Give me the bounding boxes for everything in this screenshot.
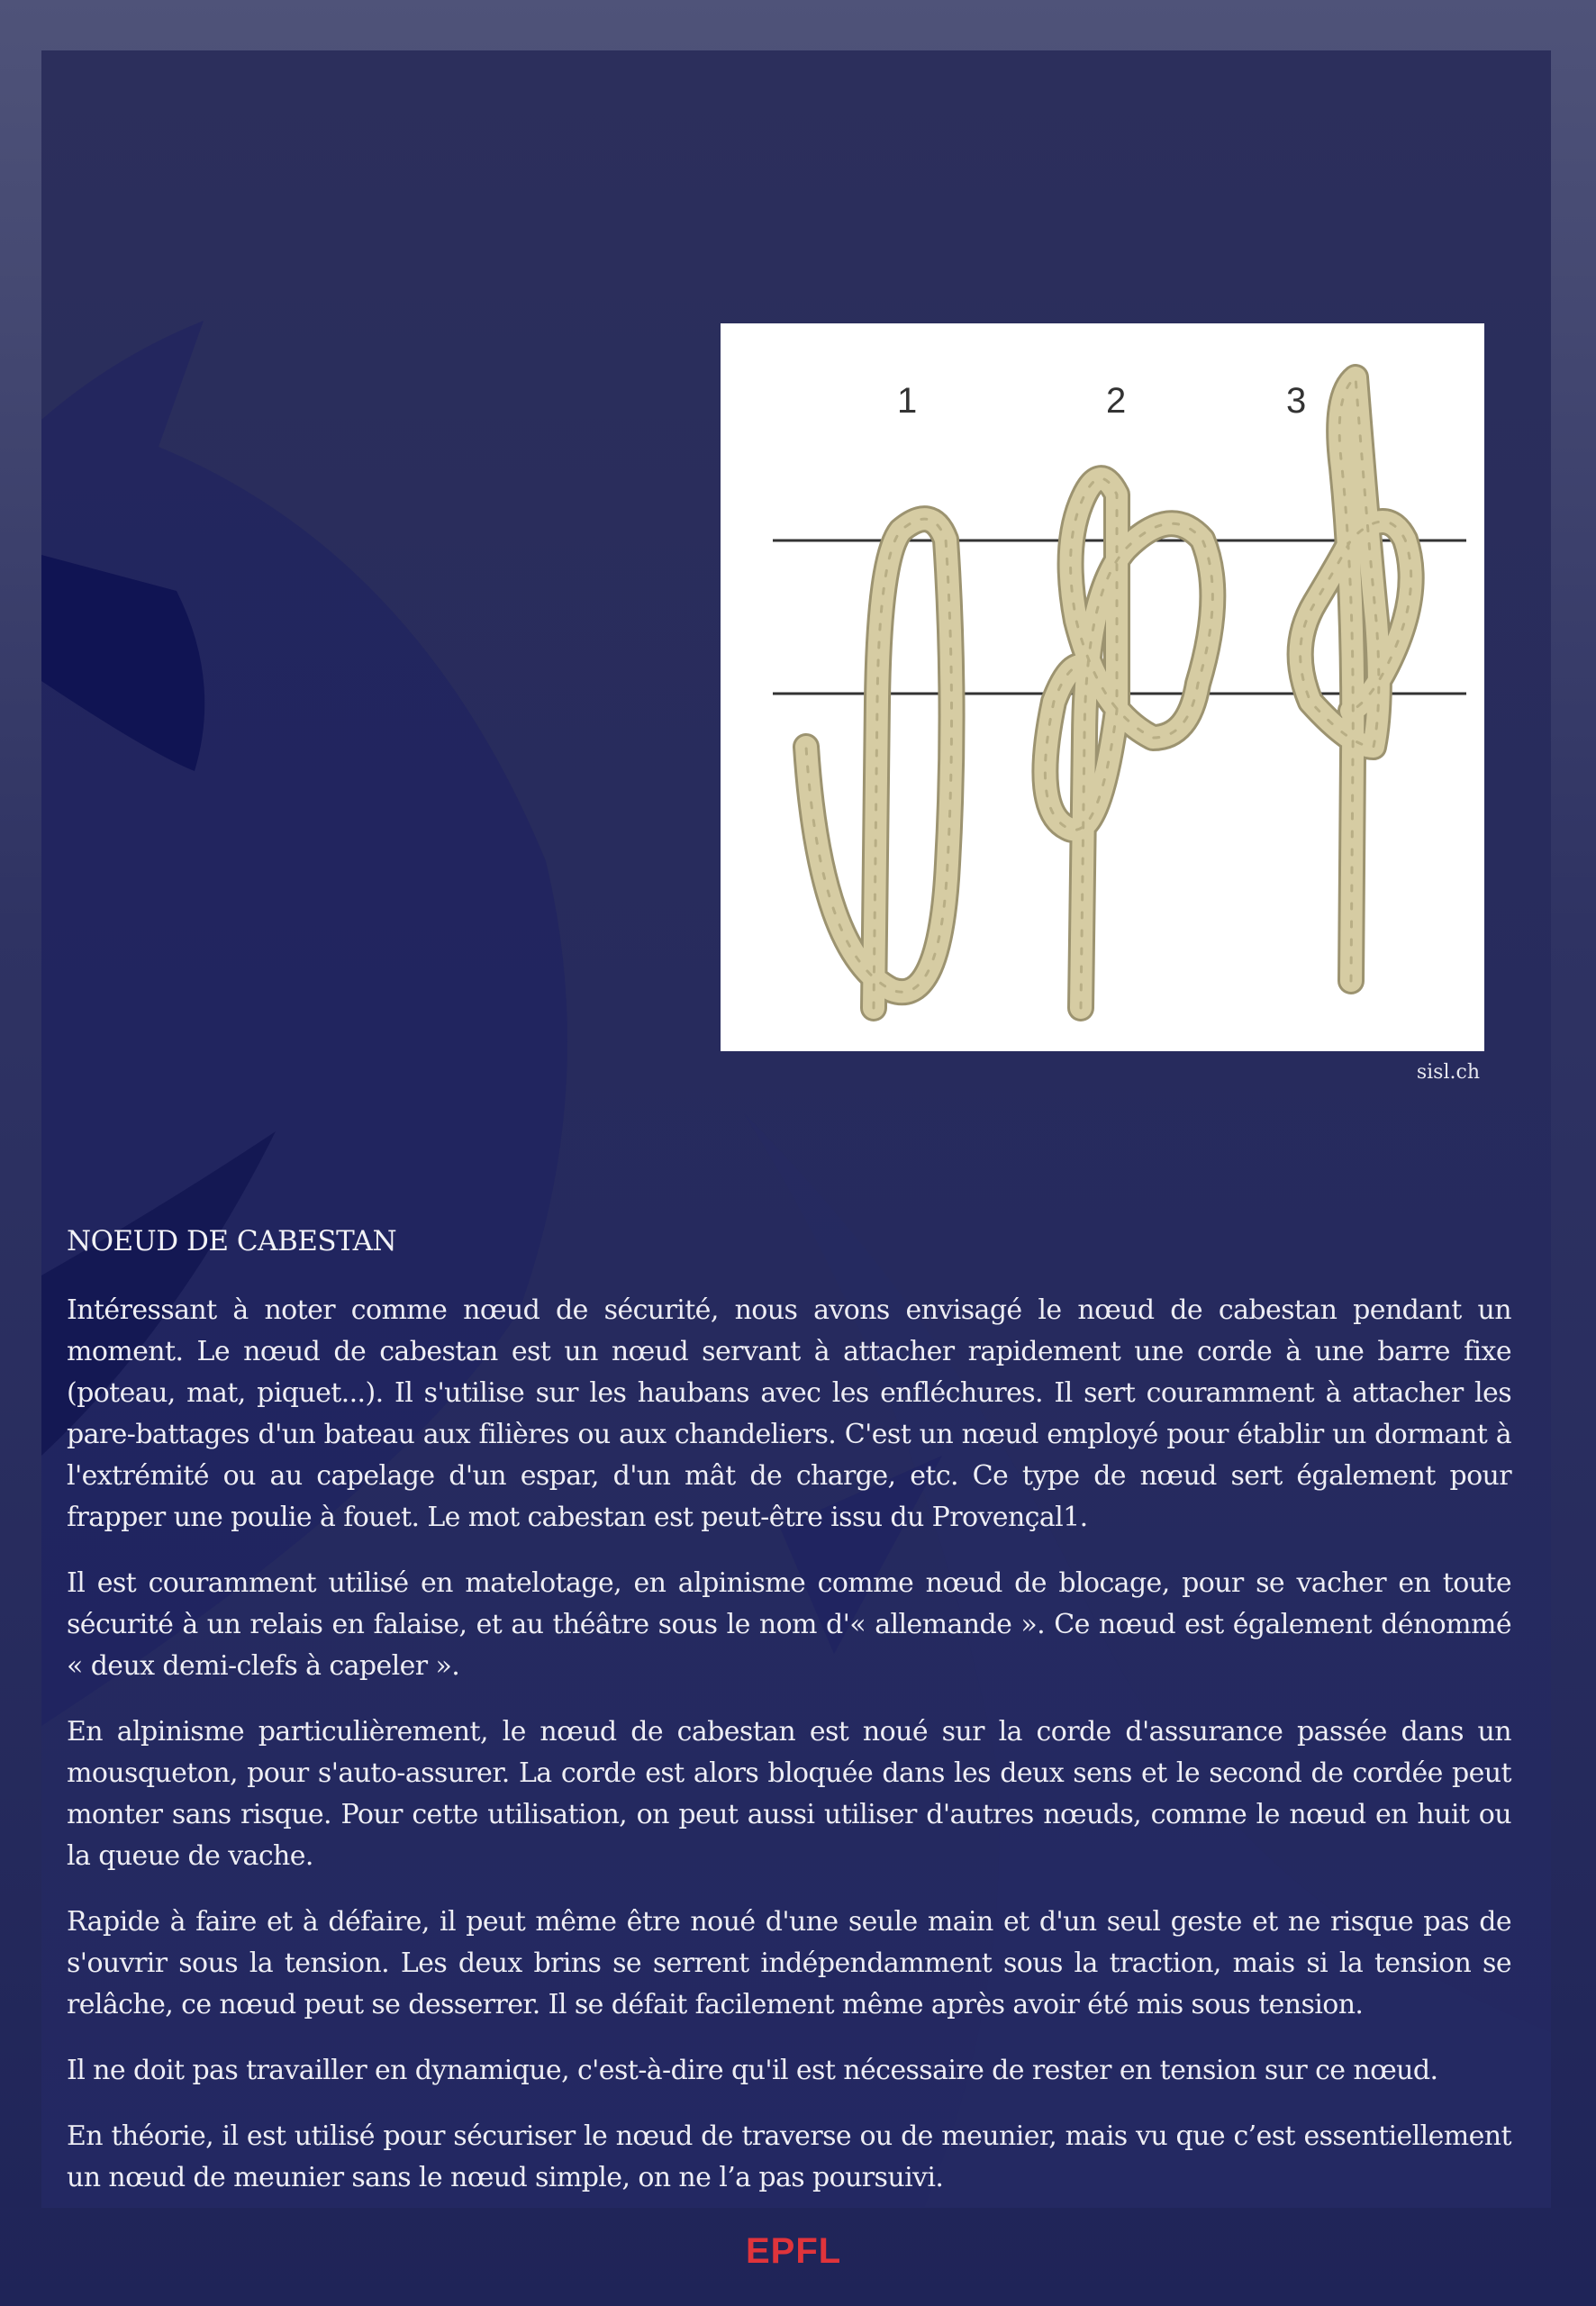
clove-hitch-diagram (721, 323, 1484, 1051)
step-label-2: 2 (1106, 381, 1127, 421)
epfl-logo: EPFL (746, 2231, 842, 2271)
paragraph: En théorie, il est utilisé pour sécuriser le nœud de traverse ou de meunier, mais vu que c’est essentiellement un nœud de meunier sans le nœud simple, on ne l’a pas poursuivi. (67, 2120, 1511, 2193)
paragraph: Il ne doit pas travailler en dynamique, c'est-à-dire qu'il est nécessaire de rester en tension sur ce nœud. (67, 2055, 1438, 2086)
section-title: NOEUD DE CABESTAN (67, 1225, 397, 1257)
paragraph: Intéressant à noter comme nœud de sécurité, nous avons envisagé le nœud de cabestan pendant un moment. Le nœud de cabestan est un nœud servant à attacher rapidement une corde à une barre fixe (poteau, mat, piquet...). Il s'utilise sur les haubans avec les enfléchures. Il sert couramment à attacher les pare-battages d'un bateau aux filières ou aux chandeliers. C'est un nœud employé pour établir un dormant à l'extrémité ou au capelage d'un espar, d'un mât de charge, etc. Ce type de nœud sert également pour frapper une poulie à fouet. Le mot cabestan est peut-être issu du Provençal1. (67, 1294, 1511, 1533)
article-body (67, 1290, 1511, 2208)
paragraph: En alpinisme particulièrement, le nœud de cabestan est noué sur la corde d'assurance passée dans un mousqueton, pour s'auto-assurer. La corde est alors bloquée dans les deux sens et le second de cordée peut monter sans risque. Pour cette utilisation, on peut aussi utiliser d'autres nœuds, comme le nœud en huit ou la queue de vache. (67, 1716, 1511, 1872)
image-credit: sisl.ch (1416, 1061, 1480, 1084)
paragraph: Rapide à faire et à défaire, il peut même être noué d'une seule main et d'un seul geste et ne risque pas de s'ouvrir sous la tension. Les deux brins se serrent indépendamment sous la traction, mais si la tension se relâche, ce nœud peut se desserrer. Il se défait facilement même après avoir été mis sous tension. (67, 1906, 1511, 2020)
paragraph: Il est couramment utilisé en matelotage, en alpinisme comme nœud de blocage, pour se vacher en toute sécurité à un relais en falaise, et au théâtre sous le nom d'« allemande ». Ce nœud est également dénommé « deux demi-clefs à capeler ». (67, 1567, 1511, 1682)
step-label-3: 3 (1286, 381, 1307, 421)
page (41, 50, 1551, 2208)
step-label-1: 1 (897, 381, 918, 421)
knot-illustration (721, 323, 1484, 1051)
